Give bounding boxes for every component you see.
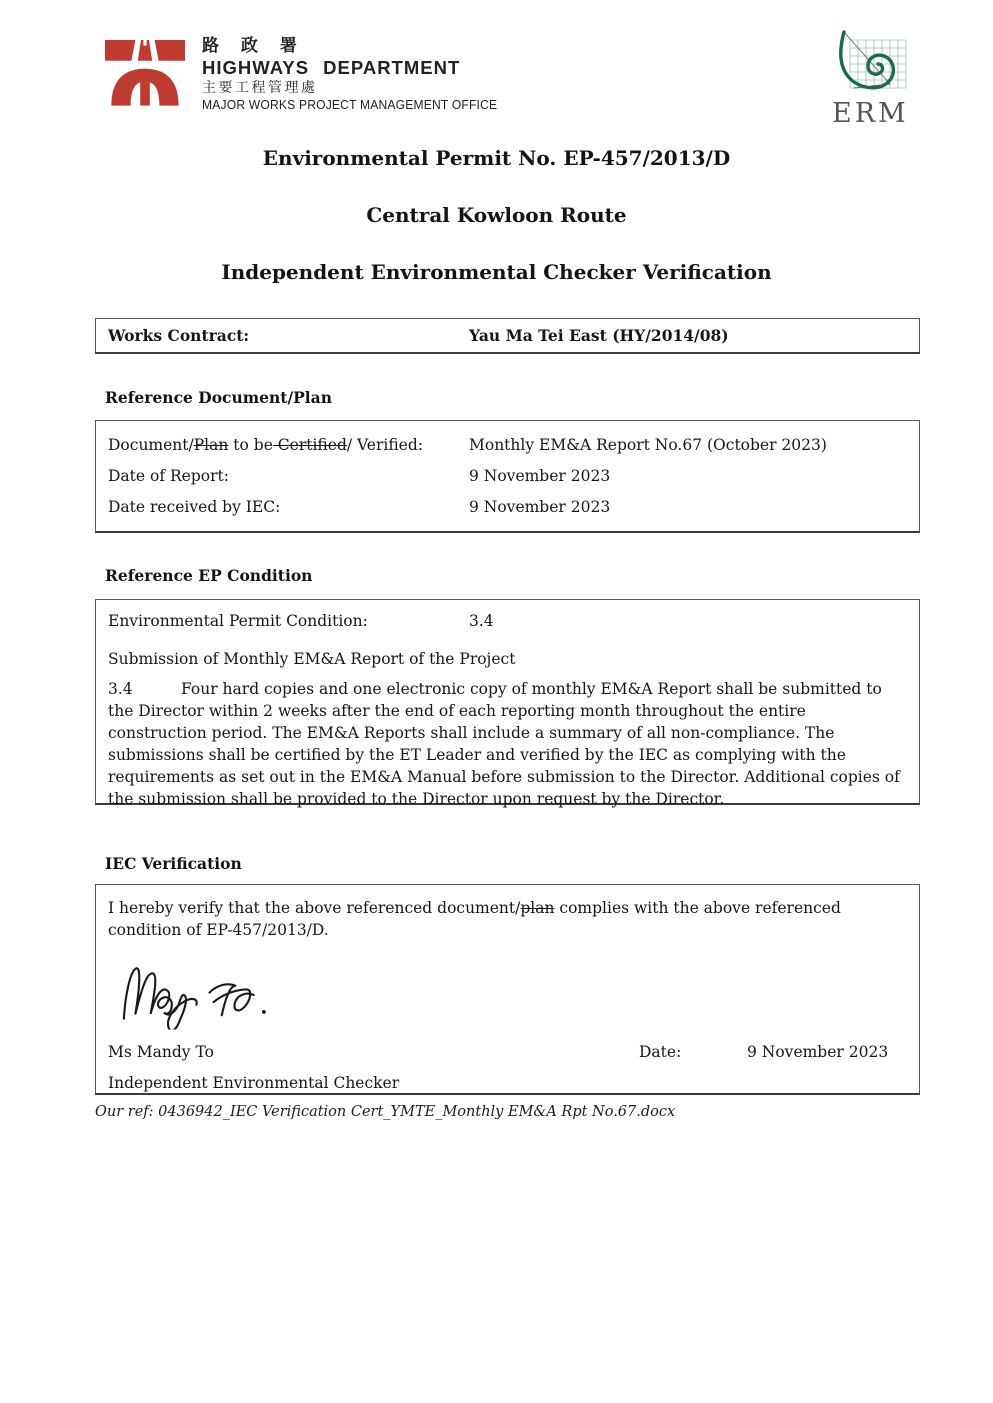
ep-condition-value: 3.4 xyxy=(469,612,494,630)
works-contract-label: Works Contract: xyxy=(108,325,250,345)
highways-department-logo-icon xyxy=(104,32,186,112)
verification-title: Independent Environmental Checker Verification xyxy=(221,260,772,284)
date-of-report-value: 9 November 2023 xyxy=(469,467,611,485)
date-of-report-label: Date of Report: xyxy=(108,467,229,485)
permit-number-title: Environmental Permit No. EP-457/2013/D xyxy=(262,146,731,170)
date-received-value: 9 November 2023 xyxy=(469,498,611,516)
ep-condition-label: Environmental Permit Condition: xyxy=(108,612,368,630)
handwritten-signature xyxy=(111,950,375,1031)
signatory-title: Independent Environmental Checker xyxy=(108,1074,400,1092)
erm-wordmark: ERM xyxy=(832,98,909,129)
hyd-chinese-office: 主要工程管理處 xyxy=(202,80,318,97)
date-of-report-row xyxy=(108,465,907,487)
date-value: 9 November 2023 xyxy=(747,1043,889,1061)
iec-verification-heading: IEC Verification xyxy=(105,854,242,873)
date-label: Date: xyxy=(639,1043,682,1061)
reference-ep-heading: Reference EP Condition xyxy=(105,566,313,585)
signature-area xyxy=(112,955,907,1027)
signatory-name: Ms Mandy To xyxy=(108,1043,214,1061)
project-title: Central Kowloon Route xyxy=(366,203,627,227)
verification-statement xyxy=(108,897,907,941)
label-part: Document/ xyxy=(108,436,194,454)
label-part: / Verified: xyxy=(346,436,423,454)
ep-condition-row xyxy=(108,610,907,632)
erm-logo-block xyxy=(830,28,930,129)
date-received-label: Date received by IEC: xyxy=(108,498,281,516)
date-received-row xyxy=(108,496,907,518)
hyd-english-office: MAJOR WORKS PROJECT MANAGEMENT OFFICE xyxy=(202,97,498,113)
label-struck-certified: Certified xyxy=(272,436,347,454)
label-part: to be xyxy=(228,436,273,454)
iec-verification-box xyxy=(95,884,920,1095)
works-contract-value: Yau Ma Tei East (HY/2014/08) xyxy=(469,325,729,345)
signatory-date-row xyxy=(108,1041,907,1063)
reference-document-heading: Reference Document/Plan xyxy=(105,388,332,407)
ep-clause-text: Four hard copies and one electronic copy of monthly EM&A Report shall be submitted to the Director within 2 weeks after the end of each reporting month throughout the entire construction period. The EM&A Reports shall include a summary of all non-compliance. The submissions shall be certified by the ET Leader and verified by the IEC as complying with the requirements as set out in the EM&A Manual before submission to the Director. Additional copies of the submission shall be provided to the Director upon request by the Director. xyxy=(108,680,900,808)
hyd-english-name: HIGHWAYS DEPARTMENT xyxy=(202,56,461,78)
statement-part: I hereby verify that the above referenced document/ xyxy=(108,899,521,917)
reference-document-box xyxy=(95,420,920,533)
label-struck-plan: Plan xyxy=(193,436,229,454)
highways-department-header xyxy=(104,32,520,113)
ep-clause-number: 3.4 xyxy=(108,680,133,698)
erm-fern-logo-icon xyxy=(830,28,922,100)
document-verified-label xyxy=(108,434,469,456)
statement-struck-plan: plan xyxy=(520,899,555,917)
our-ref-line: Our ref: 0436942_IEC Verification Cert_YMTE_Monthly EM&A Rpt No.67.docx xyxy=(95,1104,676,1120)
highways-department-text xyxy=(202,32,520,113)
statement-part: complies with the above referenced condition of EP-457/2013/D. xyxy=(108,899,841,939)
works-contract-row xyxy=(108,325,907,347)
document-verified-row xyxy=(108,434,907,456)
document-verified-value: Monthly EM&A Report No.67 (October 2023) xyxy=(469,436,827,454)
reference-ep-box xyxy=(95,599,920,808)
ep-clause-paragraph xyxy=(108,678,907,810)
hyd-chinese-name: 路 政 署 xyxy=(202,36,305,56)
works-contract-box xyxy=(95,318,920,354)
ep-condition-subtitle: Submission of Monthly EM&A Report of the Project xyxy=(108,650,516,668)
